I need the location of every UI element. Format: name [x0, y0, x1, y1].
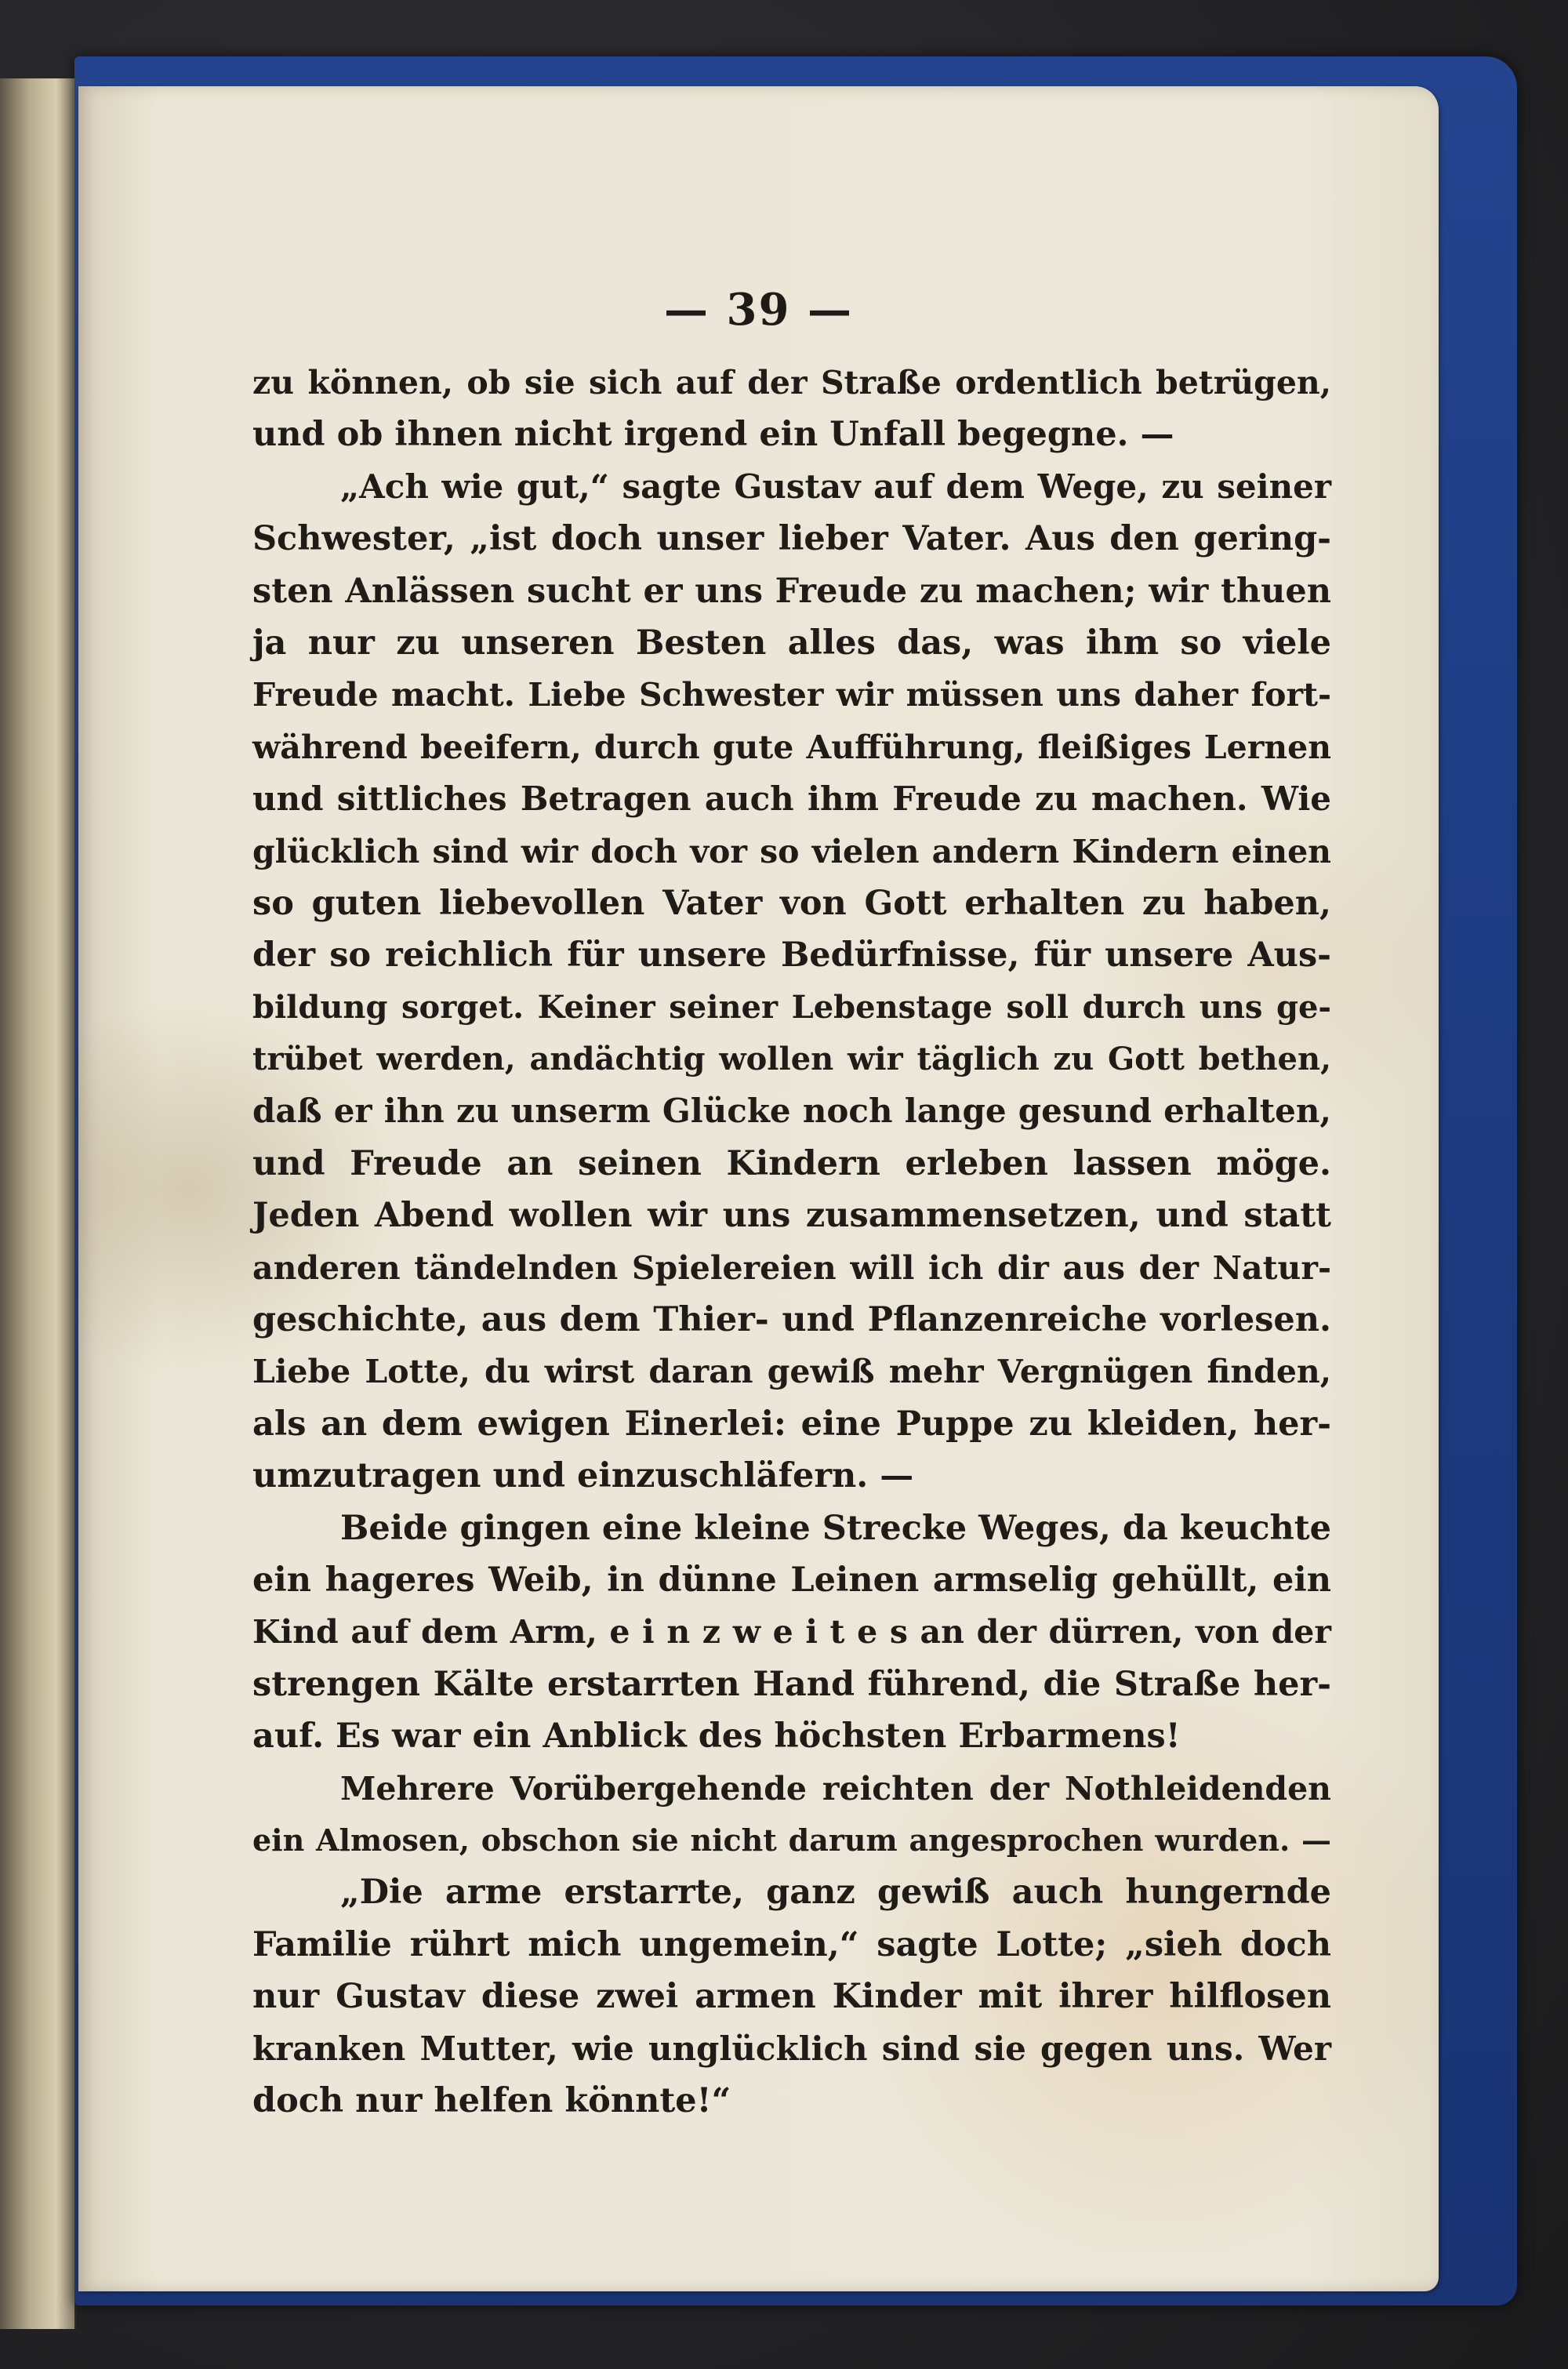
text-line: sten Anlässen sucht er uns Freude zu machen; wir thuen — [252, 571, 1331, 611]
body-text — [252, 357, 1331, 2127]
text-line: nur Gustav diese zwei armen Kinder mit ihrer hilflosen — [252, 1977, 1331, 2017]
book-page — [78, 86, 1439, 2291]
text-line: und ob ihnen nicht irgend ein Unfall begegne. — — [252, 415, 1174, 455]
text-line: ja nur zu unseren Besten alles das, was ihm so viele — [252, 623, 1331, 663]
text-line: und Freude an seinen Kindern erleben lassen möge. — [252, 1143, 1331, 1183]
text-line: während beeifern, durch gute Aufführung, fleißiges Lernen — [252, 728, 1331, 766]
text-line: „Ach wie gut,“ sagte Gustav auf dem Wege, zu seiner — [340, 467, 1331, 506]
text-line: Liebe Lotte, du wirst daran gewiß mehr Vergnügen finden, — [252, 1353, 1331, 1391]
text-line: strengen Kälte erstarrten Hand führend, die Straße her- — [252, 1664, 1331, 1704]
text-line: Freude macht. Liebe Schwester wir müssen uns daher fort- — [252, 676, 1331, 714]
text-line: Beide gingen eine kleine Strecke Weges, da keuchte — [340, 1508, 1331, 1548]
previous-page-edge — [0, 78, 77, 2329]
text-line: „Die arme erstarrte, ganz gewiß auch hungernde — [340, 1873, 1331, 1913]
text-line: doch nur helfen könnte!“ — [252, 2080, 731, 2120]
text-line: glücklich sind wir doch vor so vielen andern Kindern einen — [252, 832, 1331, 870]
text-line: Jeden Abend wollen wir uns zusammensetzen, und statt — [252, 1196, 1331, 1236]
page-number: — 39 — — [664, 284, 853, 336]
text-line: daß er ihn zu unserm Glücke noch lange gesund erhalten, — [252, 1092, 1331, 1131]
text-line: Familie rührt mich ungemein,“ sagte Lotte; „sieh doch — [252, 1924, 1331, 1964]
text-line: kranken Mutter, wie unglücklich sind sie gegen uns. Wer — [252, 2029, 1331, 2068]
text-line: der so reichlich für unsere Bedürfnisse, für unsere Aus- — [252, 936, 1331, 976]
text-line: Kind auf dem Arm, e i n z w e i t e s an der dürren, von der — [252, 1613, 1331, 1651]
text-line: als an dem ewigen Einerlei: eine Puppe zu kleiden, her- — [252, 1404, 1331, 1444]
text-line: und sittliches Betragen auch ihm Freude zu machen. Wie — [252, 779, 1331, 819]
text-line: anderen tändelnden Spielereien will ich dir aus der Natur- — [252, 1248, 1331, 1287]
text-line: umzutragen und einzuschläfern. — — [252, 1456, 914, 1496]
text-line: trübet werden, andächtig wollen wir täglich zu Gott bethen, — [252, 1041, 1331, 1078]
text-line: ein hageres Weib, in dünne Leinen armselig gehüllt, ein — [252, 1560, 1331, 1600]
text-line: zu können, ob sie sich auf der Straße ordentlich betrügen, — [252, 364, 1331, 401]
text-line: auf. Es war ein Anblick des höchsten Erbarmens! — [252, 1717, 1181, 1757]
text-line: so guten liebevollen Vater von Gott erhalten zu haben, — [252, 883, 1331, 923]
text-line: Mehrere Vorübergehende reichten der Nothleidenden — [340, 1769, 1331, 1808]
text-line: Schwester, „ist doch unser lieber Vater. Aus den gering- — [252, 519, 1331, 559]
text-line: geschichte, aus dem Thier- und Pflanzenreiche vorlesen. — [252, 1300, 1331, 1340]
text-line: bildung sorget. Keiner seiner Lebenstage soll durch uns ge- — [252, 988, 1331, 1026]
text-line: ein Almosen, obschon sie nicht darum angesprochen wurden. — — [252, 1822, 1331, 1858]
